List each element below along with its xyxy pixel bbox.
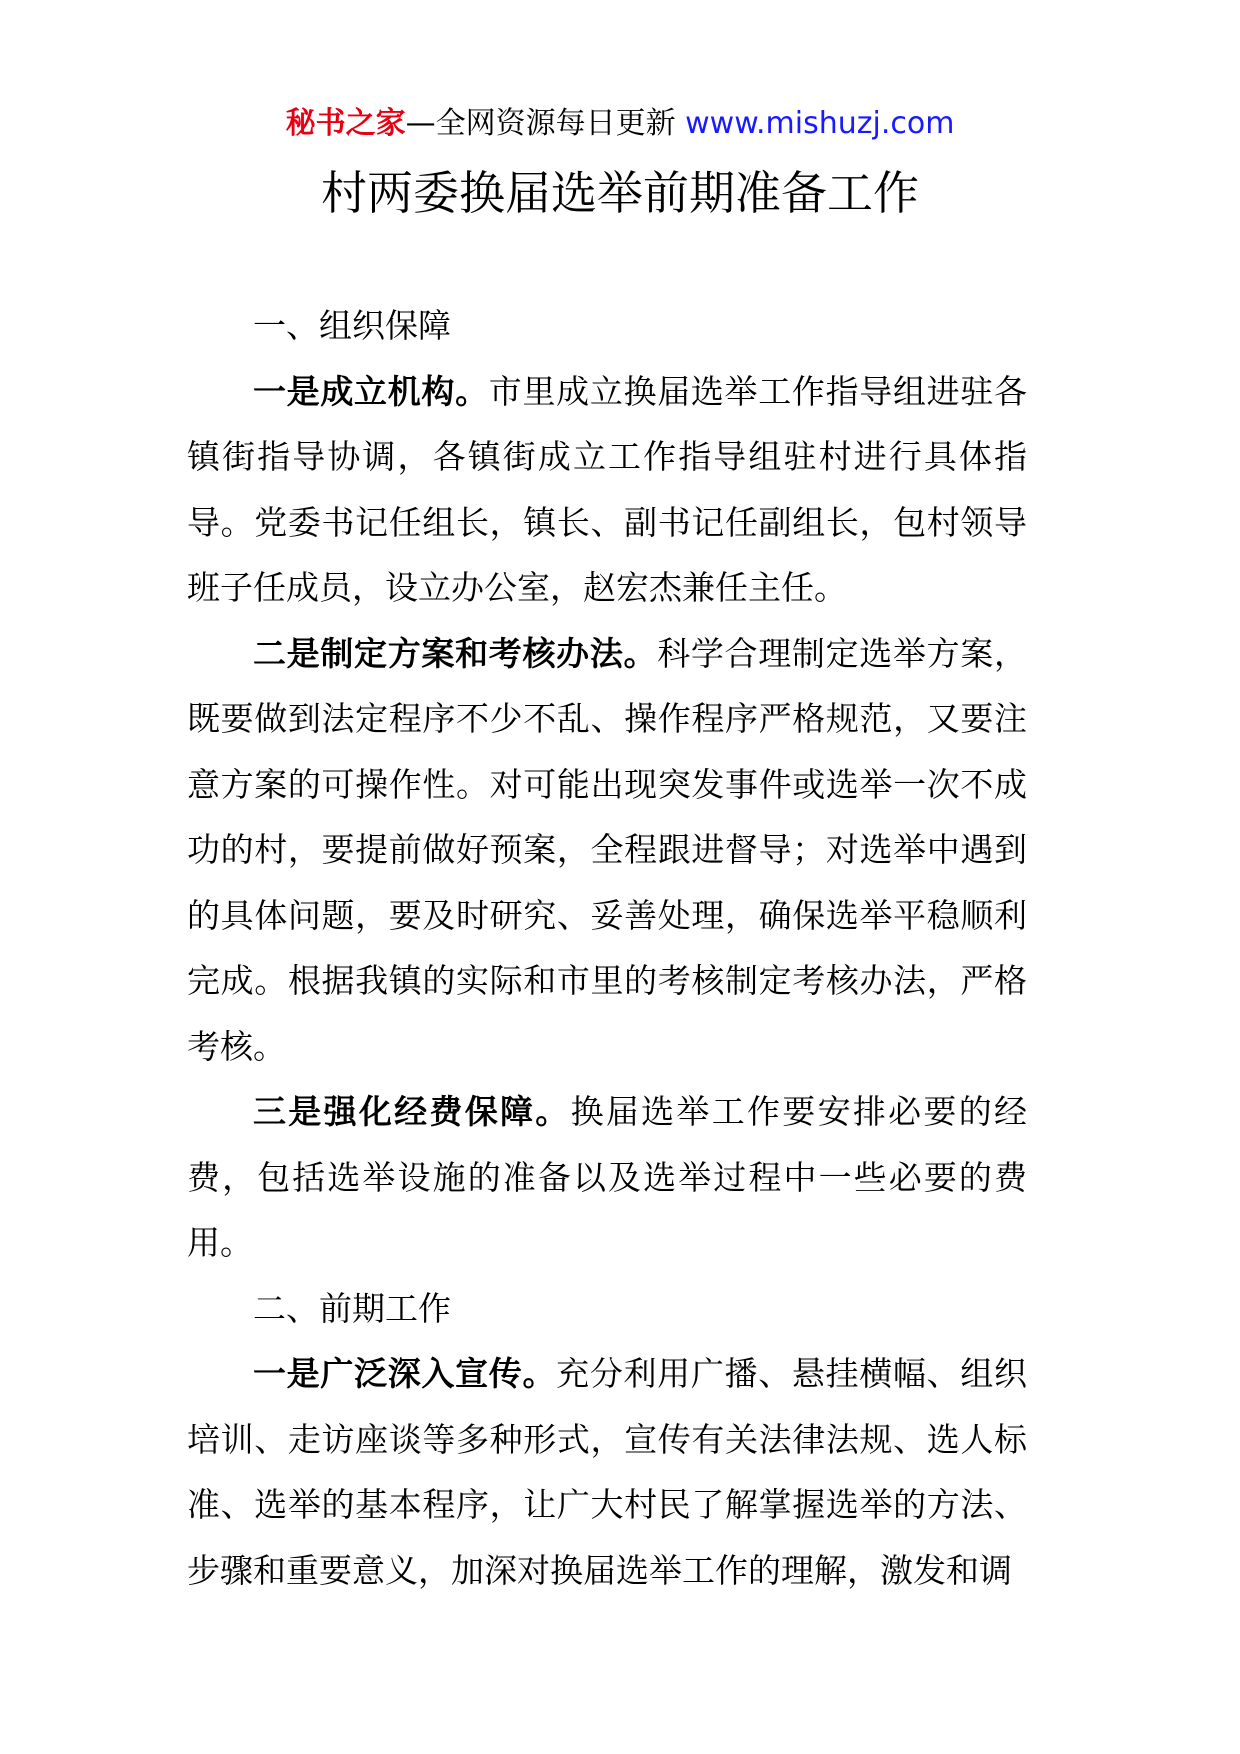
header-slogan: —全网资源每日更新	[405, 106, 676, 141]
paragraph-plan-assessment	[187, 621, 1027, 1080]
paragraph-text: 科学合理制定选举方案，既要做到法定程序不少不乱、操作程序严格规范，又要注意方案的可操作性。对可能出现突发事件或选举一次不成功的村，要提前做好预案，全程跟进督导；对选举中遇到的具体问题，要及时研究、妥善处理，确保选举平稳顺利完成。根据我镇的实际和市里的考核制定考核办法，严格考核。	[187, 633, 1028, 1066]
document-title: 村两委换届选举前期准备工作	[321, 166, 919, 220]
paragraph-text: 市里成立换届选举工作指导组进驻各镇街指导协调，各镇街成立工作指导组驻村进行具体指导。党委书记任组长，镇长、副书记任副组长，包村领导班子任成员，设立办公室，赵宏杰兼任主任。	[187, 371, 1028, 607]
paragraph-lead: 三是强化经费保障。	[253, 1092, 571, 1131]
document-body	[187, 293, 1027, 1603]
paragraph-lead: 二是制定方案和考核办法。	[253, 633, 658, 673]
paragraph-publicity	[187, 1341, 1027, 1603]
section-heading-2	[187, 1276, 1027, 1342]
section-heading-text: 一、组织保障	[253, 306, 451, 345]
paragraph-lead: 一是成立机构。	[253, 371, 489, 411]
paragraph-lead: 一是广泛深入宣传。	[253, 1354, 557, 1393]
brand-name: 秘书之家	[285, 106, 406, 141]
section-heading-1	[187, 293, 1027, 359]
site-header	[0, 102, 1240, 146]
paragraph-text: 充分利用广播、悬挂横幅、组织培训、走访座谈等多种形式，宣传有关法律法规、选人标准、选举的基本程序，让广大村民了解掌握选举的方法、步骤和重要意义，加深对换届选举工作的理解，激发和调	[187, 1354, 1028, 1590]
paragraph-text: 换届选举工作要安排必要的经费，包括选举设施的准备以及选举过程中一些必要的费用。	[187, 1092, 1028, 1262]
paragraph-funding	[187, 1079, 1027, 1276]
paragraph-establish-org	[187, 359, 1027, 621]
section-heading-text: 二、前期工作	[253, 1288, 451, 1328]
site-url-link[interactable]: www.mishuzj.com	[685, 106, 955, 141]
